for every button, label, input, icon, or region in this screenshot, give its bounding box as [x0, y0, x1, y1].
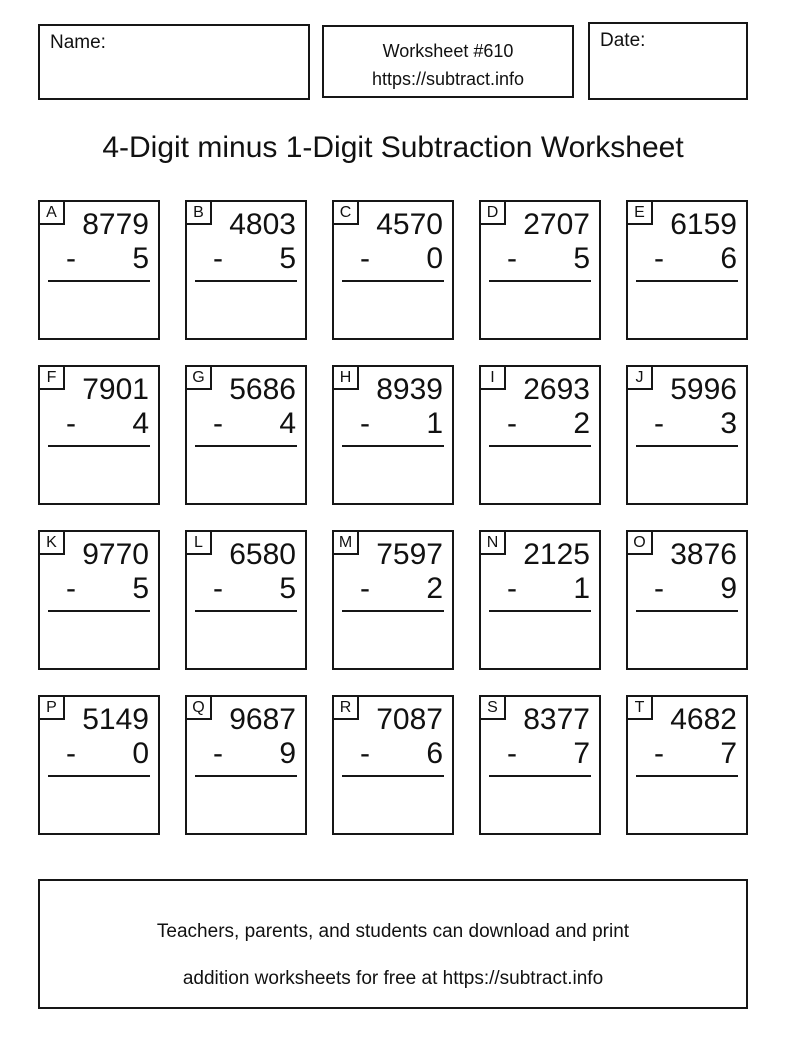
problem-label: K	[38, 530, 65, 555]
footer-line-1: Teachers, parents, and students can download and print	[156, 921, 630, 942]
problem-box	[479, 200, 601, 340]
subtrahend-row	[481, 407, 599, 441]
subtrahend: 5	[279, 572, 296, 605]
minus-operator: -	[654, 242, 664, 275]
subtrahend-row	[481, 572, 599, 606]
problem-label: S	[479, 695, 506, 720]
minuend: 7901	[82, 373, 149, 406]
problem-label: N	[479, 530, 506, 555]
minuend: 6580	[229, 538, 296, 571]
minuend: 6159	[670, 208, 737, 241]
subtrahend: 7	[573, 737, 590, 770]
minus-operator: -	[507, 572, 517, 605]
minus-operator: -	[654, 407, 664, 440]
problem-label: M	[332, 530, 359, 555]
problem-box	[332, 365, 454, 505]
footer-line-2: addition worksheets for free at https://subtract.info	[182, 968, 604, 989]
problem-box	[185, 530, 307, 670]
name-label: Name:	[50, 32, 106, 53]
minus-operator: -	[360, 407, 370, 440]
subtrahend-row	[334, 737, 452, 771]
problem-box	[38, 530, 160, 670]
subtrahend-row	[628, 407, 746, 441]
subtrahend-row	[334, 407, 452, 441]
date-label: Date:	[600, 30, 646, 51]
subtrahend-row	[628, 242, 746, 276]
name-box	[38, 24, 310, 100]
answer-space[interactable]	[334, 282, 452, 338]
subtrahend: 7	[720, 737, 737, 770]
answer-space[interactable]	[187, 612, 305, 668]
subtrahend: 0	[132, 737, 149, 770]
subtrahend: 1	[426, 407, 443, 440]
subtrahend: 4	[279, 407, 296, 440]
problem-box	[38, 200, 160, 340]
subtrahend-row	[628, 572, 746, 606]
answer-space[interactable]	[187, 282, 305, 338]
minuend: 7597	[376, 538, 443, 571]
subtrahend: 2	[573, 407, 590, 440]
problem-label: P	[38, 695, 65, 720]
minus-operator: -	[654, 737, 664, 770]
problem-label: Q	[185, 695, 212, 720]
problems-grid	[38, 200, 748, 835]
minus-operator: -	[66, 572, 76, 605]
subtrahend-row	[628, 737, 746, 771]
subtrahend-row	[481, 737, 599, 771]
subtrahend-row	[40, 572, 158, 606]
subtrahend: 2	[426, 572, 443, 605]
minus-operator: -	[213, 407, 223, 440]
subtrahend-row	[481, 242, 599, 276]
subtrahend-row	[40, 407, 158, 441]
subtrahend-row	[334, 572, 452, 606]
minuend: 5996	[670, 373, 737, 406]
minuend: 4803	[229, 208, 296, 241]
problem-label: F	[38, 365, 65, 390]
problem-box	[332, 530, 454, 670]
worksheet-number: Worksheet #610	[382, 41, 514, 61]
worksheet-info-box	[322, 25, 574, 98]
subtrahend: 4	[132, 407, 149, 440]
subtrahend: 6	[426, 737, 443, 770]
problem-label: D	[479, 200, 506, 225]
minuend: 2693	[523, 373, 590, 406]
answer-space[interactable]	[40, 282, 158, 338]
minus-operator: -	[213, 242, 223, 275]
minuend: 2125	[523, 538, 590, 571]
subtrahend: 5	[573, 242, 590, 275]
minus-operator: -	[507, 242, 517, 275]
subtrahend: 5	[132, 572, 149, 605]
name-input-area[interactable]	[42, 56, 306, 96]
answer-space[interactable]	[481, 777, 599, 833]
problem-label: C	[332, 200, 359, 225]
minuend: 9687	[229, 703, 296, 736]
problem-box	[332, 200, 454, 340]
answer-space[interactable]	[40, 777, 158, 833]
minus-operator: -	[213, 737, 223, 770]
answer-space[interactable]	[334, 777, 452, 833]
subtrahend-row	[334, 242, 452, 276]
subtrahend: 9	[279, 737, 296, 770]
minuend: 7087	[376, 703, 443, 736]
minus-operator: -	[360, 242, 370, 275]
problem-box	[38, 365, 160, 505]
answer-space[interactable]	[481, 447, 599, 503]
answer-space[interactable]	[481, 612, 599, 668]
minuend: 4682	[670, 703, 737, 736]
date-input-area[interactable]	[592, 54, 744, 96]
problem-box	[185, 365, 307, 505]
worksheet-url: https://subtract.info	[371, 69, 525, 89]
minuend: 5149	[82, 703, 149, 736]
answer-space[interactable]	[40, 447, 158, 503]
problem-box	[185, 695, 307, 835]
answer-space[interactable]	[187, 447, 305, 503]
answer-space[interactable]	[187, 777, 305, 833]
problem-label: G	[185, 365, 212, 390]
minuend: 3876	[670, 538, 737, 571]
minus-operator: -	[507, 407, 517, 440]
minus-operator: -	[66, 737, 76, 770]
problem-box	[626, 365, 748, 505]
problem-label: L	[185, 530, 212, 555]
problem-label: J	[626, 365, 653, 390]
subtrahend-row	[40, 242, 158, 276]
answer-space[interactable]	[481, 282, 599, 338]
problem-box	[626, 695, 748, 835]
answer-space[interactable]	[628, 612, 746, 668]
minuend: 8779	[82, 208, 149, 241]
minuend: 8377	[523, 703, 590, 736]
problem-label: H	[332, 365, 359, 390]
minus-operator: -	[360, 737, 370, 770]
minus-operator: -	[360, 572, 370, 605]
minus-operator: -	[507, 737, 517, 770]
problem-label: O	[626, 530, 653, 555]
answer-space[interactable]	[628, 447, 746, 503]
subtrahend-row	[187, 572, 305, 606]
problem-label: A	[38, 200, 65, 225]
page-title: 4-Digit minus 1-Digit Subtraction Worksheet	[102, 131, 684, 164]
answer-space[interactable]	[334, 612, 452, 668]
problem-box	[479, 365, 601, 505]
subtrahend-row	[40, 737, 158, 771]
problem-box	[38, 695, 160, 835]
problem-box	[332, 695, 454, 835]
subtrahend: 1	[573, 572, 590, 605]
problem-box	[185, 200, 307, 340]
problem-label: I	[479, 365, 506, 390]
answer-space[interactable]	[40, 612, 158, 668]
subtrahend-row	[187, 242, 305, 276]
problem-box	[479, 530, 601, 670]
subtrahend-row	[187, 737, 305, 771]
problem-label: E	[626, 200, 653, 225]
minuend: 9770	[82, 538, 149, 571]
subtrahend: 5	[132, 242, 149, 275]
minuend: 2707	[523, 208, 590, 241]
answer-space[interactable]	[628, 282, 746, 338]
minus-operator: -	[66, 407, 76, 440]
footer-box	[38, 879, 748, 1009]
answer-space[interactable]	[628, 777, 746, 833]
subtrahend: 5	[279, 242, 296, 275]
answer-space[interactable]	[334, 447, 452, 503]
subtrahend-row	[187, 407, 305, 441]
minuend: 4570	[376, 208, 443, 241]
problem-label: R	[332, 695, 359, 720]
minuend: 5686	[229, 373, 296, 406]
subtrahend: 9	[720, 572, 737, 605]
problem-box	[626, 200, 748, 340]
minus-operator: -	[66, 242, 76, 275]
minus-operator: -	[213, 572, 223, 605]
minuend: 8939	[376, 373, 443, 406]
date-box	[588, 22, 748, 100]
problem-label: T	[626, 695, 653, 720]
problem-box	[626, 530, 748, 670]
problem-box	[479, 695, 601, 835]
minus-operator: -	[654, 572, 664, 605]
subtrahend: 0	[426, 242, 443, 275]
subtrahend: 6	[720, 242, 737, 275]
subtrahend: 3	[720, 407, 737, 440]
problem-label: B	[185, 200, 212, 225]
